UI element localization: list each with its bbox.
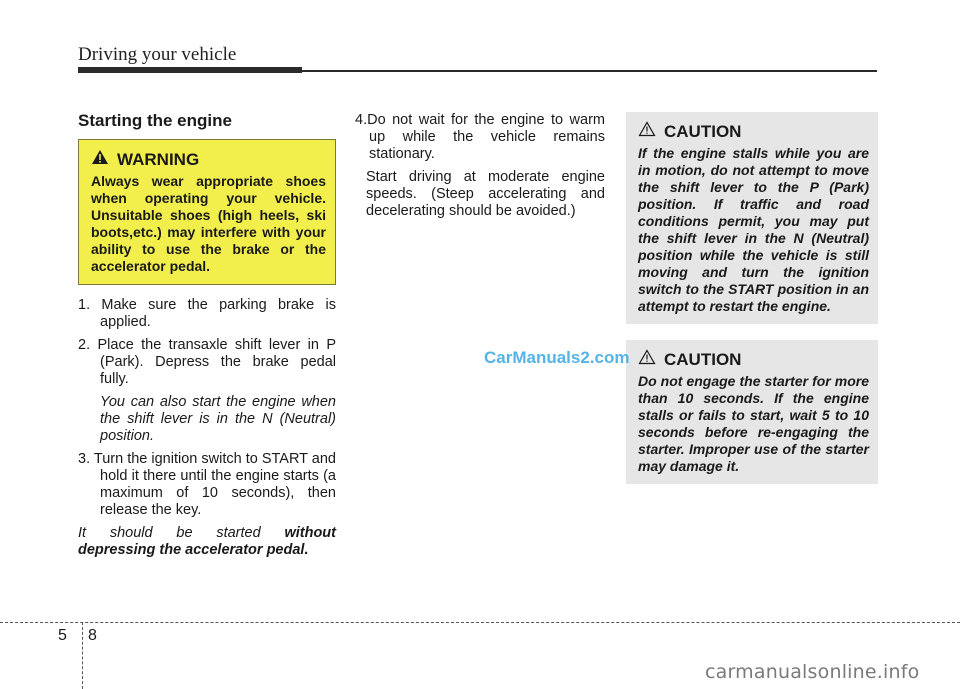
caution-label: CAUTION <box>664 350 742 369</box>
step-3 <box>78 451 336 519</box>
footer-divider <box>0 622 960 623</box>
footer-vertical-divider <box>82 622 83 689</box>
step-text: Do not wait for the engine to warm up while the vehicle remains stationary. <box>367 112 605 162</box>
closing-note <box>78 525 336 559</box>
header-rule-thin <box>302 70 877 72</box>
column-right <box>626 112 878 496</box>
watermark-link[interactable]: CarManuals2.com <box>484 348 630 367</box>
column-middle <box>355 112 605 220</box>
moderate-speed-note: Start driving at moderate engine speeds. (Steep accelerating and decelerating should be avoided.) <box>366 169 605 219</box>
page-number: 8 <box>88 627 97 644</box>
step-number: 2. <box>78 337 98 353</box>
neutral-note: You can also start the engine when the shift lever is in the N (Neutral) position. <box>100 394 336 444</box>
warning-header <box>91 149 326 170</box>
step-text: Make sure the parking brake is applied. <box>100 297 336 330</box>
warning-text: Always wear appropriate shoes when operating your vehicle. Unsuitable shoes (high heels, ski boots,etc.) may interfere with your ability to use the brake or the accelerator pedal. <box>91 173 326 274</box>
step-number: 1. <box>78 297 102 313</box>
warning-triangle-icon <box>91 149 109 170</box>
caution-text: Do not engage the starter for more than 10 seconds. If the engine stalls or fails to start, wait 5 to 10 seconds before re-engaging the starter. Improper use of the starter may damage it. <box>638 373 869 474</box>
caution-label: CAUTION <box>664 122 742 141</box>
chapter-number: 5 <box>58 627 67 644</box>
caution-box-stall <box>626 112 878 324</box>
header-rule-thick <box>78 67 302 73</box>
column-left <box>78 112 336 559</box>
step-number: 4. <box>355 112 368 128</box>
caution-triangle-icon <box>638 121 656 142</box>
caution-text: If the engine stalls while you are in motion, do not attempt to move the shift lever to the P (Park) position. If traffic and road conditions permit, you may put the shift lever in the N (Neutral) position while the vehicle is still moving and turn the ignition switch to the START position in an attempt to restart the engine. <box>638 145 869 314</box>
closing-note-plain: It should be started <box>78 525 285 541</box>
step-text: Turn the ignition switch to START and hold it there until the engine starts (a maximum of 10 seconds), then release the key. <box>93 451 336 518</box>
closing-note-bold: without depressing the accelerator pedal. <box>78 525 336 558</box>
step-4 <box>355 112 605 163</box>
warning-box <box>78 139 336 285</box>
caution-header <box>638 349 869 370</box>
section-title: Starting the engine <box>78 111 232 130</box>
step-2 <box>78 337 336 388</box>
footer-brand-watermark: carmanualsonline.info <box>705 661 920 683</box>
caution-header <box>638 121 869 142</box>
warning-label: WARNING <box>117 150 200 169</box>
step-number: 3. <box>78 451 94 467</box>
step-1 <box>78 297 336 331</box>
caution-box-starter <box>626 340 878 484</box>
caution-triangle-icon <box>638 349 656 370</box>
step-text: Place the transaxle shift lever in P (Park). Depress the brake pedal fully. <box>97 337 337 387</box>
page-header-title: Driving your vehicle <box>78 44 237 65</box>
